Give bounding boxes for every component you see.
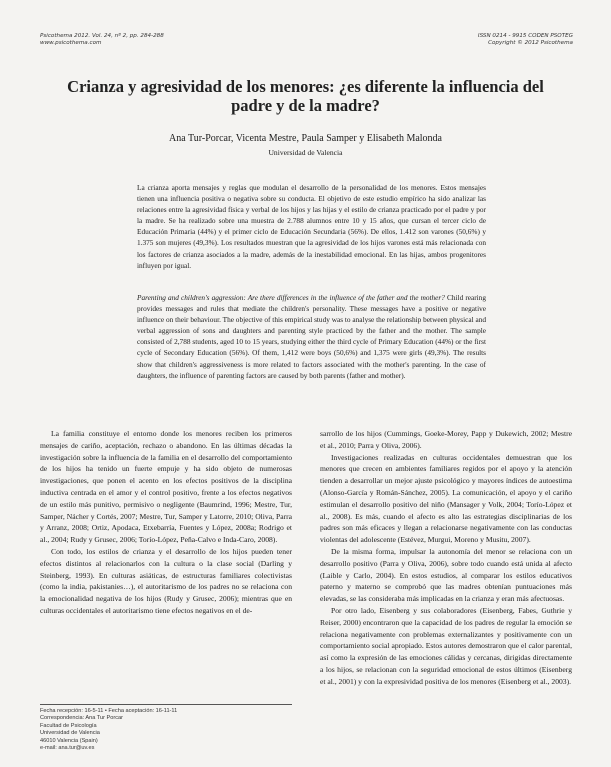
journal-issn: ISSN 0214 - 9915 CODEN PSOTEG [477, 33, 573, 39]
body-paragraph: De la misma forma, impulsar la autonomía del menor se relaciona con un desarrollo positivo (Parra y Oliva, 2006), sobre todo cuando está unida al afecto (Laible y Carlo, 2004). En estos estudios, al comparar los estilos educativos paterno y materno se comprobó que las madres obtenían puntuaciones más elevadas, se las consideraba más implicadas en la crianza y eran más afectuosas. [320, 546, 572, 604]
journal-citation: Psicothema 2012. Vol. 24, nº 2, pp. 284-288 [40, 33, 164, 39]
abstract-english-text: Child rearing provides messages and rules that mediate the children's personality. These messages have a positive or negative influence on their behaviour. The objective of this empirical study was to analyse the relationship between physical and verbal aggression of sons and daughters and parenting style practiced by the father and the mother. The sample consisted of 2,788 students, aged 10 to 15 years, studying either the third cycle of Primary Education (44%) or the first cycle of Secondary Education (56%). Of them, 1,412 were boys (50,6%) and 1,375 were girls (49,3%). The results show that children's aggressiveness is more related to factors associated with the mother's parenting. In the case of daughters, the influence of parenting factors are caused by both parents (father and mother). [137, 293, 486, 380]
footnote-dates: Fecha recepción: 16-5-11 • Fecha aceptación: 16-11-11 [40, 708, 178, 714]
body-paragraph: La familia constituye el entorno donde los menores reciben los primeros mensajes de cariño, aceptación, rechazo o abandono. En las últimas décadas la investigación sobre la influencia de la familia en el desarrollo del comportamiento de los hijos ha tenido un fuerte empuje y ha sido objeto de numerosas investigaciones, que ponen el acento en los efectos positivos de la disciplina inductiva centrada en el amor y el control positivo, frente a los efectos negativos de un estilo más punitivo, permisivo o negligente (Baumrind, 1996; Mestre, Tur, Samper, Nácher y Cortés, 2007; Mestre, Tur, Samper y Latorre, 2010; Oliva, Parra y Arranz, 2008; Ortiz, Apodaca, Etxebarría, Fuentes y López, 2008a; Rodrigo et al., 2004; Rudy y Grusec, 2006; Torío-López, Peña-Calvo e Inda-Caro, 2008). [40, 429, 292, 545]
article-title: Crianza y agresividad de los menores: ¿es diferente la influencia del padre y de la madre? [67, 77, 544, 115]
body-paragraph: sarrollo de los hijos (Cummings, Goeke-Morey, Papp y Dukewich, 2002; Mestre et al., 2010; Parra y Oliva, 2006). [320, 429, 572, 450]
body-paragraph: Investigaciones realizadas en culturas occidentales demuestran que los menores que crecen en ambientes familiares regidos por el apoyo y la atención tienden a desarrollar un mejor ajuste psicológico y mayores índices de autoestima (Alonso-García y Román-Sánchez, 2005). La comunicación, el apoyo y el cariño estimulan el desarrollo positivo del niño (Mansager y Volk, 2004; Torío-López et al., 2008). Es más, cuando el afecto es alto las estrategias disciplinarias de los padres son más eficaces y llegan a relacionarse negativamente con las conductas violentas del adolescente (Estévez, Murgui, Moreno y Musitu, 2007). [320, 452, 572, 545]
footnote-correspondence: Correspondencia: Ana Tur Porcar [40, 715, 124, 722]
body-paragraph: Por otro lado, Eisenberg y sus colaboradores (Eisenberg, Fabes, Guthrie y Reiser, 2000) encontraron que la capacidad de los padres de regular la emoción se relaciona negativamente con problemas externalizantes y positivamente con un comportamiento social apropiado. Estos autores demostraron que el calor parental, así como la expresión de las emociones cálidas y cercanas, dirigidas directamente a los hijos, se relacionan con la seguridad emocional de estos últimos (Eisenberg et al., 2001) y con la expresividad positiva de los menores (Eisenberg et al., 2003). [320, 605, 572, 686]
body-column-left [40, 428, 292, 617]
footnote-block [40, 708, 292, 752]
footnote-faculty: Facultad de Psicología [40, 722, 97, 729]
abstract-english [137, 292, 486, 381]
footnote-university: Universidad de Valencia [40, 730, 100, 737]
journal-copyright: Copyright © 2012 Psicothema [488, 40, 573, 47]
article-authors: Ana Tur-Porcar, Vicenta Mestre, Paula Samper y Elisabeth Malonda [169, 133, 442, 144]
journal-website: www.psicothema.com [40, 40, 102, 47]
journal-header-left [40, 33, 164, 47]
footnote-email: e-mail: ana.tur@uv.es [40, 745, 95, 752]
journal-header-right [478, 33, 573, 47]
article-affiliation: Universidad de Valencia [268, 148, 343, 157]
abstract-english-title: Parenting and children's aggression: Are there differences in the influence of the father and the mother? [137, 293, 445, 302]
body-paragraph: Con todo, los estilos de crianza y el desarrollo de los hijos pueden tener efectos distintos al relacionarlos con la cultura o la clase social (Darling y Steinberg, 1993). En culturas asiáticas, de estructuras familiares colectivistas (como la india, pakistanies…), el autoritarismo de los padres no se relaciona con la emocionalidad negativa de los hijos (Rudy y Grusec, 2006); mientras que en culturas occidentales el autoritarismo tiene efectos negativos en el de- [40, 546, 292, 615]
footnote-divider [40, 704, 292, 705]
footnote-city: 46010 Valencia (Spain) [40, 737, 98, 744]
body-column-right [320, 428, 572, 688]
abstract-spanish: La crianza aporta mensajes y reglas que modulan el desarrollo de la personalidad de los menores. Estos mensajes tienen una influencia positiva o negativa sobre su conducta. El objetivo de este estudio empírico ha sido analizar las relaciones entre la agresividad física y verbal de los hijos y las hijas y el estilo de crianza practicado por el padre y por la madre. Se ha realizado sobre una muestra de 2.788 alumnos entre 10 y 15 años, que cursan el tercer ciclo de Educación Primaria (44%) y el primer ciclo de Educación Secundaria (56%). De ellos, 1.412 son varones (50,6%) y 1.375 son mujeres (49,3%). Los resultados muestran que la agresividad de los hijos varones está más relacionada con los factores de crianza asociados a la madre, además de la inestabilidad emocional. En las hijas, ambos progenitores influyen por igual. [137, 183, 486, 270]
